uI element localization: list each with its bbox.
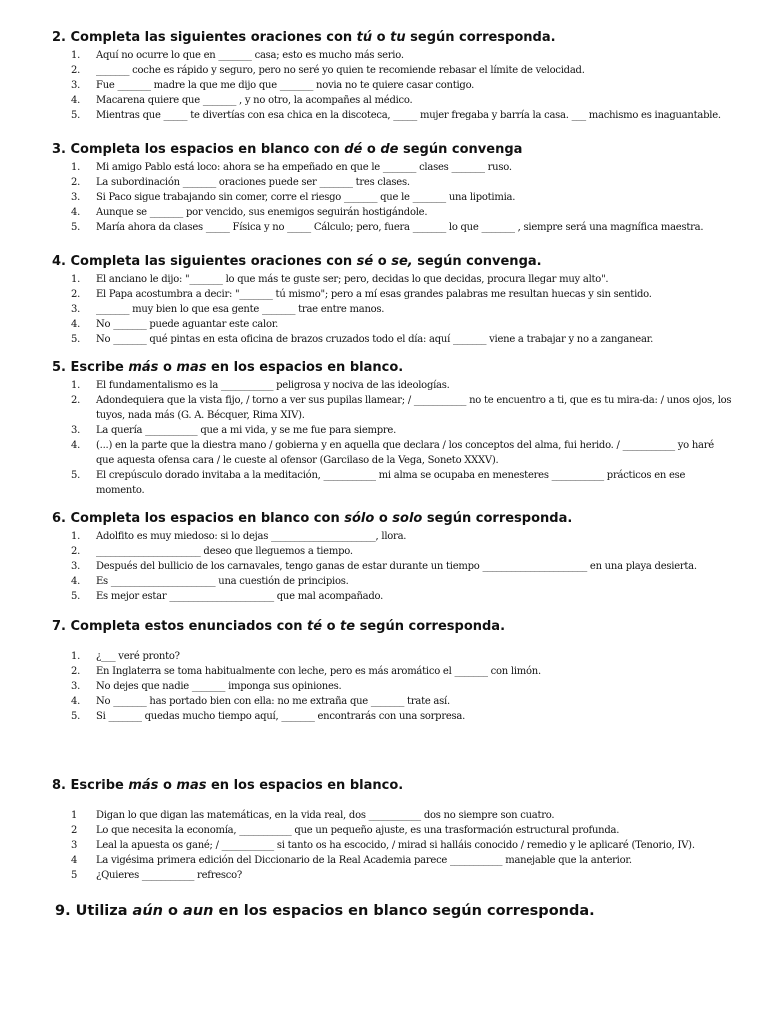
item-number: 3.	[71, 80, 81, 91]
exercise-section	[0, 778, 768, 883]
exercise-item	[0, 205, 768, 220]
exercise-item	[0, 220, 768, 235]
item-sentence: Lo que necesita la economía, ___________ que un pequeño ajuste, es una trasformación estructural profunda.	[96, 825, 620, 836]
item-number: 1.	[71, 651, 81, 662]
heading-keyword: más	[128, 360, 159, 375]
exercise-section	[0, 511, 768, 604]
exercise-section	[0, 142, 768, 235]
exercise-item	[0, 853, 768, 868]
item-sentence: Si Paco sigue trabajando sin comer, corre el riesgo _______ que le _______ una lipotimia.	[96, 192, 516, 203]
item-sentence: Es mejor estar ______________________ que mal acompañado.	[96, 591, 384, 602]
exercise-section	[0, 619, 768, 724]
heading-keyword: té	[307, 619, 323, 634]
item-number: 3.	[71, 304, 81, 315]
heading-text: 3. Completa los espacios en blanco con	[52, 142, 345, 157]
heading-text: según corresponda.	[405, 30, 556, 45]
exercise-heading	[52, 511, 768, 527]
item-sentence: María ahora da clases _____ Física y no _____ Cálculo; pero, fuera _______ lo que _______ , siempre será una magnífica maestra.	[96, 222, 704, 233]
exercise-item	[0, 423, 768, 438]
item-number: 3	[71, 840, 78, 851]
heading-text: según corresponda.	[355, 619, 506, 634]
exercise-section	[0, 902, 768, 920]
exercise-item	[0, 694, 768, 709]
item-sentence: _______ muy bien lo que esa gente _______ trae entre manos.	[96, 304, 385, 315]
item-number: 2.	[71, 289, 81, 300]
exercise-item	[0, 287, 768, 302]
heading-keyword: te	[340, 619, 356, 634]
item-number: 2.	[71, 177, 81, 188]
item-number: 5.	[71, 591, 81, 602]
item-number: 1.	[71, 162, 81, 173]
heading-keyword: mas	[176, 360, 207, 375]
exercise-item	[0, 48, 768, 63]
item-sentence: Fue _______ madre la que me dijo que _______ novia no te quiere casar contigo.	[96, 80, 475, 91]
heading-text: en los espacios en blanco.	[206, 778, 404, 793]
exercise-item	[0, 808, 768, 823]
item-sentence: Adondequiera que la vista fijo, / torno a ver sus pupilas llamear; / ___________ no te encuentro a ti, que es tu mira-da: / unos ojos, los tuyos, nada más (G. A. Bécquer, Rima XIV).	[96, 395, 732, 421]
item-sentence: Adolfito es muy miedoso: si lo dejas ______________________, llora.	[96, 531, 407, 542]
heading-keyword: dé	[344, 142, 363, 157]
item-number: 3.	[71, 561, 81, 572]
exercise-list	[0, 649, 768, 724]
exercise-list	[0, 160, 768, 235]
heading-text: o	[373, 254, 392, 269]
exercise-item	[0, 468, 768, 498]
exercise-list	[0, 378, 768, 498]
item-number: 1.	[71, 380, 81, 391]
item-number: 5.	[71, 711, 81, 722]
exercise-item	[0, 175, 768, 190]
item-sentence: Mientras que _____ te divertías con esa chica en la discoteca, _____ mujer fregaba y barría la casa. ___ machismo es inaguantable.	[96, 110, 721, 121]
item-sentence: Después del bullicio de los carnavales, tengo ganas de estar durante un tiempo ______________________ en una playa desierta.	[96, 561, 697, 572]
exercise-heading	[52, 619, 768, 635]
item-sentence: El crepúsculo dorado invitaba a la meditación, ___________ mi alma se ocupaba en menesteres ___________ prácticos en ese momento.	[96, 470, 686, 496]
item-number: 5.	[71, 470, 81, 481]
exercise-item	[0, 664, 768, 679]
item-sentence: Es ______________________ una cuestión de principios.	[96, 576, 349, 587]
heading-text: o	[374, 511, 393, 526]
item-number: 5.	[71, 110, 81, 121]
item-number: 5	[71, 870, 78, 881]
item-sentence: El fundamentalismo es la ___________ peligrosa y nociva de las ideologías.	[96, 380, 450, 391]
item-number: 1.	[71, 50, 81, 61]
item-sentence: Digan lo que digan las matemáticas, en la vida real, dos ___________ dos no siempre son cuatro.	[96, 810, 555, 821]
heading-keyword: se,	[391, 254, 413, 269]
heading-keyword: mas	[176, 778, 207, 793]
heading-text: según convenga.	[412, 254, 542, 269]
exercise-item	[0, 838, 768, 853]
heading-text: o	[162, 903, 184, 919]
item-number: 4.	[71, 95, 81, 106]
heading-text: o	[372, 30, 391, 45]
exercise-list	[0, 529, 768, 604]
item-sentence: (...) en la parte que la diestra mano / gobierna y en aquella que declara / los conceptos del alma, fui herido. / ___________ yo haré que aquesta ofensa cara / le cueste al ofensor (Garcilaso de la Vega, Soneto XXXV).	[96, 440, 714, 466]
exercise-item	[0, 574, 768, 589]
heading-text: o	[362, 142, 381, 157]
item-sentence: Leal la apuesta os gané; / ___________ si tanto os ha escocido, / mirad si halláis conocido / remedio y le aplicaré (Tenorio, IV).	[96, 840, 695, 851]
item-number: 4.	[71, 576, 81, 587]
exercise-item	[0, 529, 768, 544]
item-sentence: _______ coche es rápido y seguro, pero no seré yo quien te recomiende rebasar el límite de velocidad.	[96, 65, 585, 76]
item-number: 4.	[71, 440, 81, 451]
item-number: 3.	[71, 681, 81, 692]
exercise-item	[0, 108, 768, 123]
item-number: 2	[71, 825, 78, 836]
exercise-item	[0, 649, 768, 664]
item-sentence: En Inglaterra se toma habitualmente con leche, pero es más aromático el _______ con limón.	[96, 666, 541, 677]
heading-text: o	[322, 619, 341, 634]
exercise-item	[0, 559, 768, 574]
heading-keyword: más	[128, 778, 159, 793]
item-sentence: Aquí no ocurre lo que en _______ casa; esto es mucho más serio.	[96, 50, 404, 61]
heading-text: según corresponda.	[422, 511, 573, 526]
heading-text: 4. Completa las siguientes oraciones con	[52, 254, 357, 269]
heading-text: 5. Escribe	[52, 360, 129, 375]
heading-keyword: tu	[390, 30, 406, 45]
item-number: 2.	[71, 65, 81, 76]
heading-text: o	[158, 360, 177, 375]
item-sentence: No _______ has portado bien con ella: no me extraña que _______ trate así.	[96, 696, 450, 707]
exercise-item	[0, 679, 768, 694]
item-number: 4	[71, 855, 78, 866]
heading-text: 9. Utiliza	[55, 903, 133, 919]
exercise-list	[0, 272, 768, 347]
exercise-item	[0, 709, 768, 724]
heading-text: 7. Completa estos enunciados con	[52, 619, 308, 634]
heading-keyword: solo	[392, 511, 423, 526]
exercise-item	[0, 544, 768, 559]
item-number: 4.	[71, 207, 81, 218]
exercise-item	[0, 78, 768, 93]
item-sentence: No _______ qué pintas en esta oficina de brazos cruzados todo el día: aquí _______ viene a trabajar y no a zanganear.	[96, 334, 654, 345]
exercise-section	[0, 254, 768, 347]
heading-keyword: aún	[132, 903, 163, 919]
exercise-list	[0, 808, 768, 883]
item-sentence: ______________________ deseo que lleguemos a tiempo.	[96, 546, 353, 557]
item-sentence: Aunque se _______ por vencido, sus enemigos seguirán hostigándole.	[96, 207, 428, 218]
exercise-item	[0, 302, 768, 317]
exercise-heading	[52, 360, 768, 376]
heading-text: en los espacios en blanco.	[206, 360, 404, 375]
heading-keyword: tú	[356, 30, 373, 45]
exercise-item	[0, 160, 768, 175]
heading-keyword: aun	[183, 903, 214, 919]
item-sentence: Macarena quiere que _______ , y no otro, la acompañes al médico.	[96, 95, 413, 106]
exercise-section	[0, 360, 768, 498]
item-sentence: La quería ___________ que a mi vida, y se me fue para siempre.	[96, 425, 397, 436]
exercise-item	[0, 317, 768, 332]
item-number: 3.	[71, 192, 81, 203]
heading-text: 2. Completa las siguientes oraciones con	[52, 30, 357, 45]
exercise-heading	[52, 254, 768, 270]
exercise-item	[0, 93, 768, 108]
exercise-heading	[52, 778, 768, 794]
exercise-item	[0, 272, 768, 287]
heading-keyword: sólo	[344, 511, 375, 526]
item-sentence: Si _______ quedas mucho tiempo aquí, _______ encontrarás con una sorpresa.	[96, 711, 466, 722]
item-number: 2.	[71, 546, 81, 557]
item-sentence: La subordinación _______ oraciones puede ser _______ tres clases.	[96, 177, 410, 188]
item-sentence: ¿___ veré pronto?	[96, 651, 180, 662]
exercise-item	[0, 63, 768, 78]
heading-text: o	[158, 778, 177, 793]
heading-text: en los espacios en blanco según corresponda.	[213, 903, 595, 919]
exercise-list	[0, 48, 768, 123]
heading-keyword: de	[380, 142, 399, 157]
heading-keyword: sé	[356, 254, 374, 269]
exercise-item	[0, 378, 768, 393]
item-sentence: ¿Quieres ___________ refresco?	[96, 870, 243, 881]
item-number: 3.	[71, 425, 81, 436]
item-sentence: El Papa acostumbra a decir: "_______ tú mismo"; pero a mí esas grandes palabras me resultan huecas y sin sentido.	[96, 289, 652, 300]
item-number: 5.	[71, 334, 81, 345]
item-sentence: No dejes que nadie _______ imponga sus opiniones.	[96, 681, 342, 692]
heading-text: 8. Escribe	[52, 778, 129, 793]
item-number: 2.	[71, 395, 81, 406]
exercise-heading	[52, 142, 768, 158]
item-sentence: No _______ puede aguantar este calor.	[96, 319, 279, 330]
exercise-item	[0, 823, 768, 838]
item-sentence: El anciano le dijo: "_______ lo que más te guste ser; pero, decidas lo que decidas, procura llegar muy alto".	[96, 274, 609, 285]
item-number: 4.	[71, 696, 81, 707]
item-number: 2.	[71, 666, 81, 677]
item-number: 1.	[71, 531, 81, 542]
exercise-item	[0, 868, 768, 883]
item-number: 1	[71, 810, 78, 821]
exercise-heading	[55, 902, 768, 920]
heading-text: según convenga	[398, 142, 523, 157]
item-sentence: Mi amigo Pablo está loco: ahora se ha empeñado en que le _______ clases _______ ruso.	[96, 162, 512, 173]
exercise-item	[0, 332, 768, 347]
item-sentence: La vigésima primera edición del Diccionario de la Real Academia parece ___________ manejable que la anterior.	[96, 855, 632, 866]
exercise-item	[0, 393, 768, 423]
exercise-section	[0, 30, 768, 123]
item-number: 1.	[71, 274, 81, 285]
exercise-item	[0, 190, 768, 205]
exercise-heading	[52, 30, 768, 46]
exercise-item	[0, 589, 768, 604]
heading-text: 6. Completa los espacios en blanco con	[52, 511, 345, 526]
item-number: 5.	[71, 222, 81, 233]
item-number: 4.	[71, 319, 81, 330]
exercise-item	[0, 438, 768, 468]
